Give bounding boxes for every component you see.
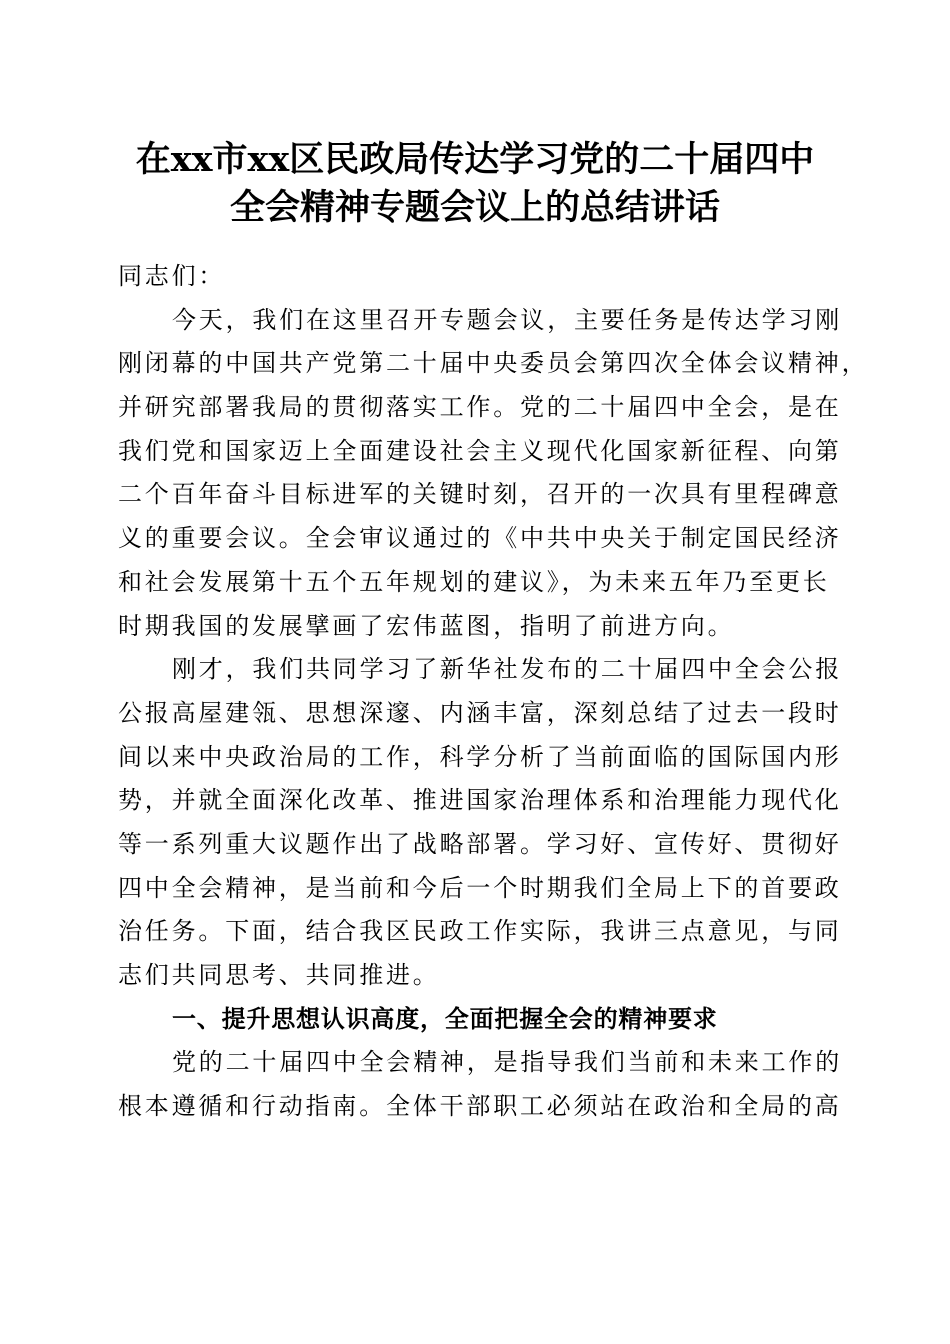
paragraph-1-line: 和社会发展第十五个五年规划的建议》，为未来五年乃至更长 — [118, 567, 830, 596]
paragraph-1-line: 刚闭幕的中国共产党第二十届中央委员会第四次全体会议精神， — [118, 349, 869, 378]
paragraph-1-line: 时期我国的发展擘画了宏伟蓝图，指明了前进方向。 — [118, 611, 735, 640]
paragraph-2-line: 治任务。下面，结合我区民政工作实际，我讲三点意见，与同 — [118, 917, 842, 946]
paragraph-1-line: 二个百年奋斗目标进军的关键时刻，召开的一次具有里程碑意 — [118, 480, 842, 509]
paragraph-3-line: 根本遵循和行动指南。全体干部职工必须站在政治和全局的高 — [118, 1092, 842, 1121]
paragraph-2-line: 间以来中央政治局的工作，科学分析了当前面临的国际国内形 — [118, 742, 842, 771]
document-title-line-1: 在xx市xx区民政局传达学习党的二十届四中 — [135, 139, 815, 180]
paragraph-1-line: 今天，我们在这里召开专题会议，主要任务是传达学习刚 — [172, 305, 842, 334]
section-1-heading: 一、提升思想认识高度，全面把握全会的精神要求 — [172, 1004, 718, 1033]
paragraph-1-line: 并研究部署我局的贯彻落实工作。党的二十届四中全会，是在 — [118, 393, 842, 422]
paragraph-2-line: 势，并就全面深化改革、推进国家治理体系和治理能力现代化 — [118, 786, 842, 815]
paragraph-2-line: 志们共同思考、共同推进。 — [118, 961, 440, 989]
paragraph-2-line: 等一系列重大议题作出了战略部署。学习好、宣传好、贯彻好 — [118, 829, 842, 858]
paragraph-2-line: 四中全会精神，是当前和今后一个时期我们全局上下的首要政 — [118, 873, 842, 902]
document-title-line-2: 全会精神专题会议上的总结讲话 — [229, 187, 720, 228]
paragraph-1-line: 义的重要会议。全会审议通过的《中共中央关于制定国民经济 — [118, 524, 842, 553]
document-body — [118, 255, 869, 1129]
paragraph-1-line: 我们党和国家迈上全面建设社会主义现代化国家新征程、向第 — [118, 436, 842, 465]
paragraph-2-line: 刚才，我们共同学习了新华社发布的二十届四中全会公报 — [172, 655, 842, 684]
paragraph-3-line: 党的二十届四中全会精神，是指导我们当前和未来工作的 — [172, 1048, 842, 1077]
paragraph-2-line: 公报高屋建瓴、思想深邃、内涵丰富，深刻总结了过去一段时 — [118, 698, 842, 727]
salutation: 同志们： — [118, 262, 226, 290]
